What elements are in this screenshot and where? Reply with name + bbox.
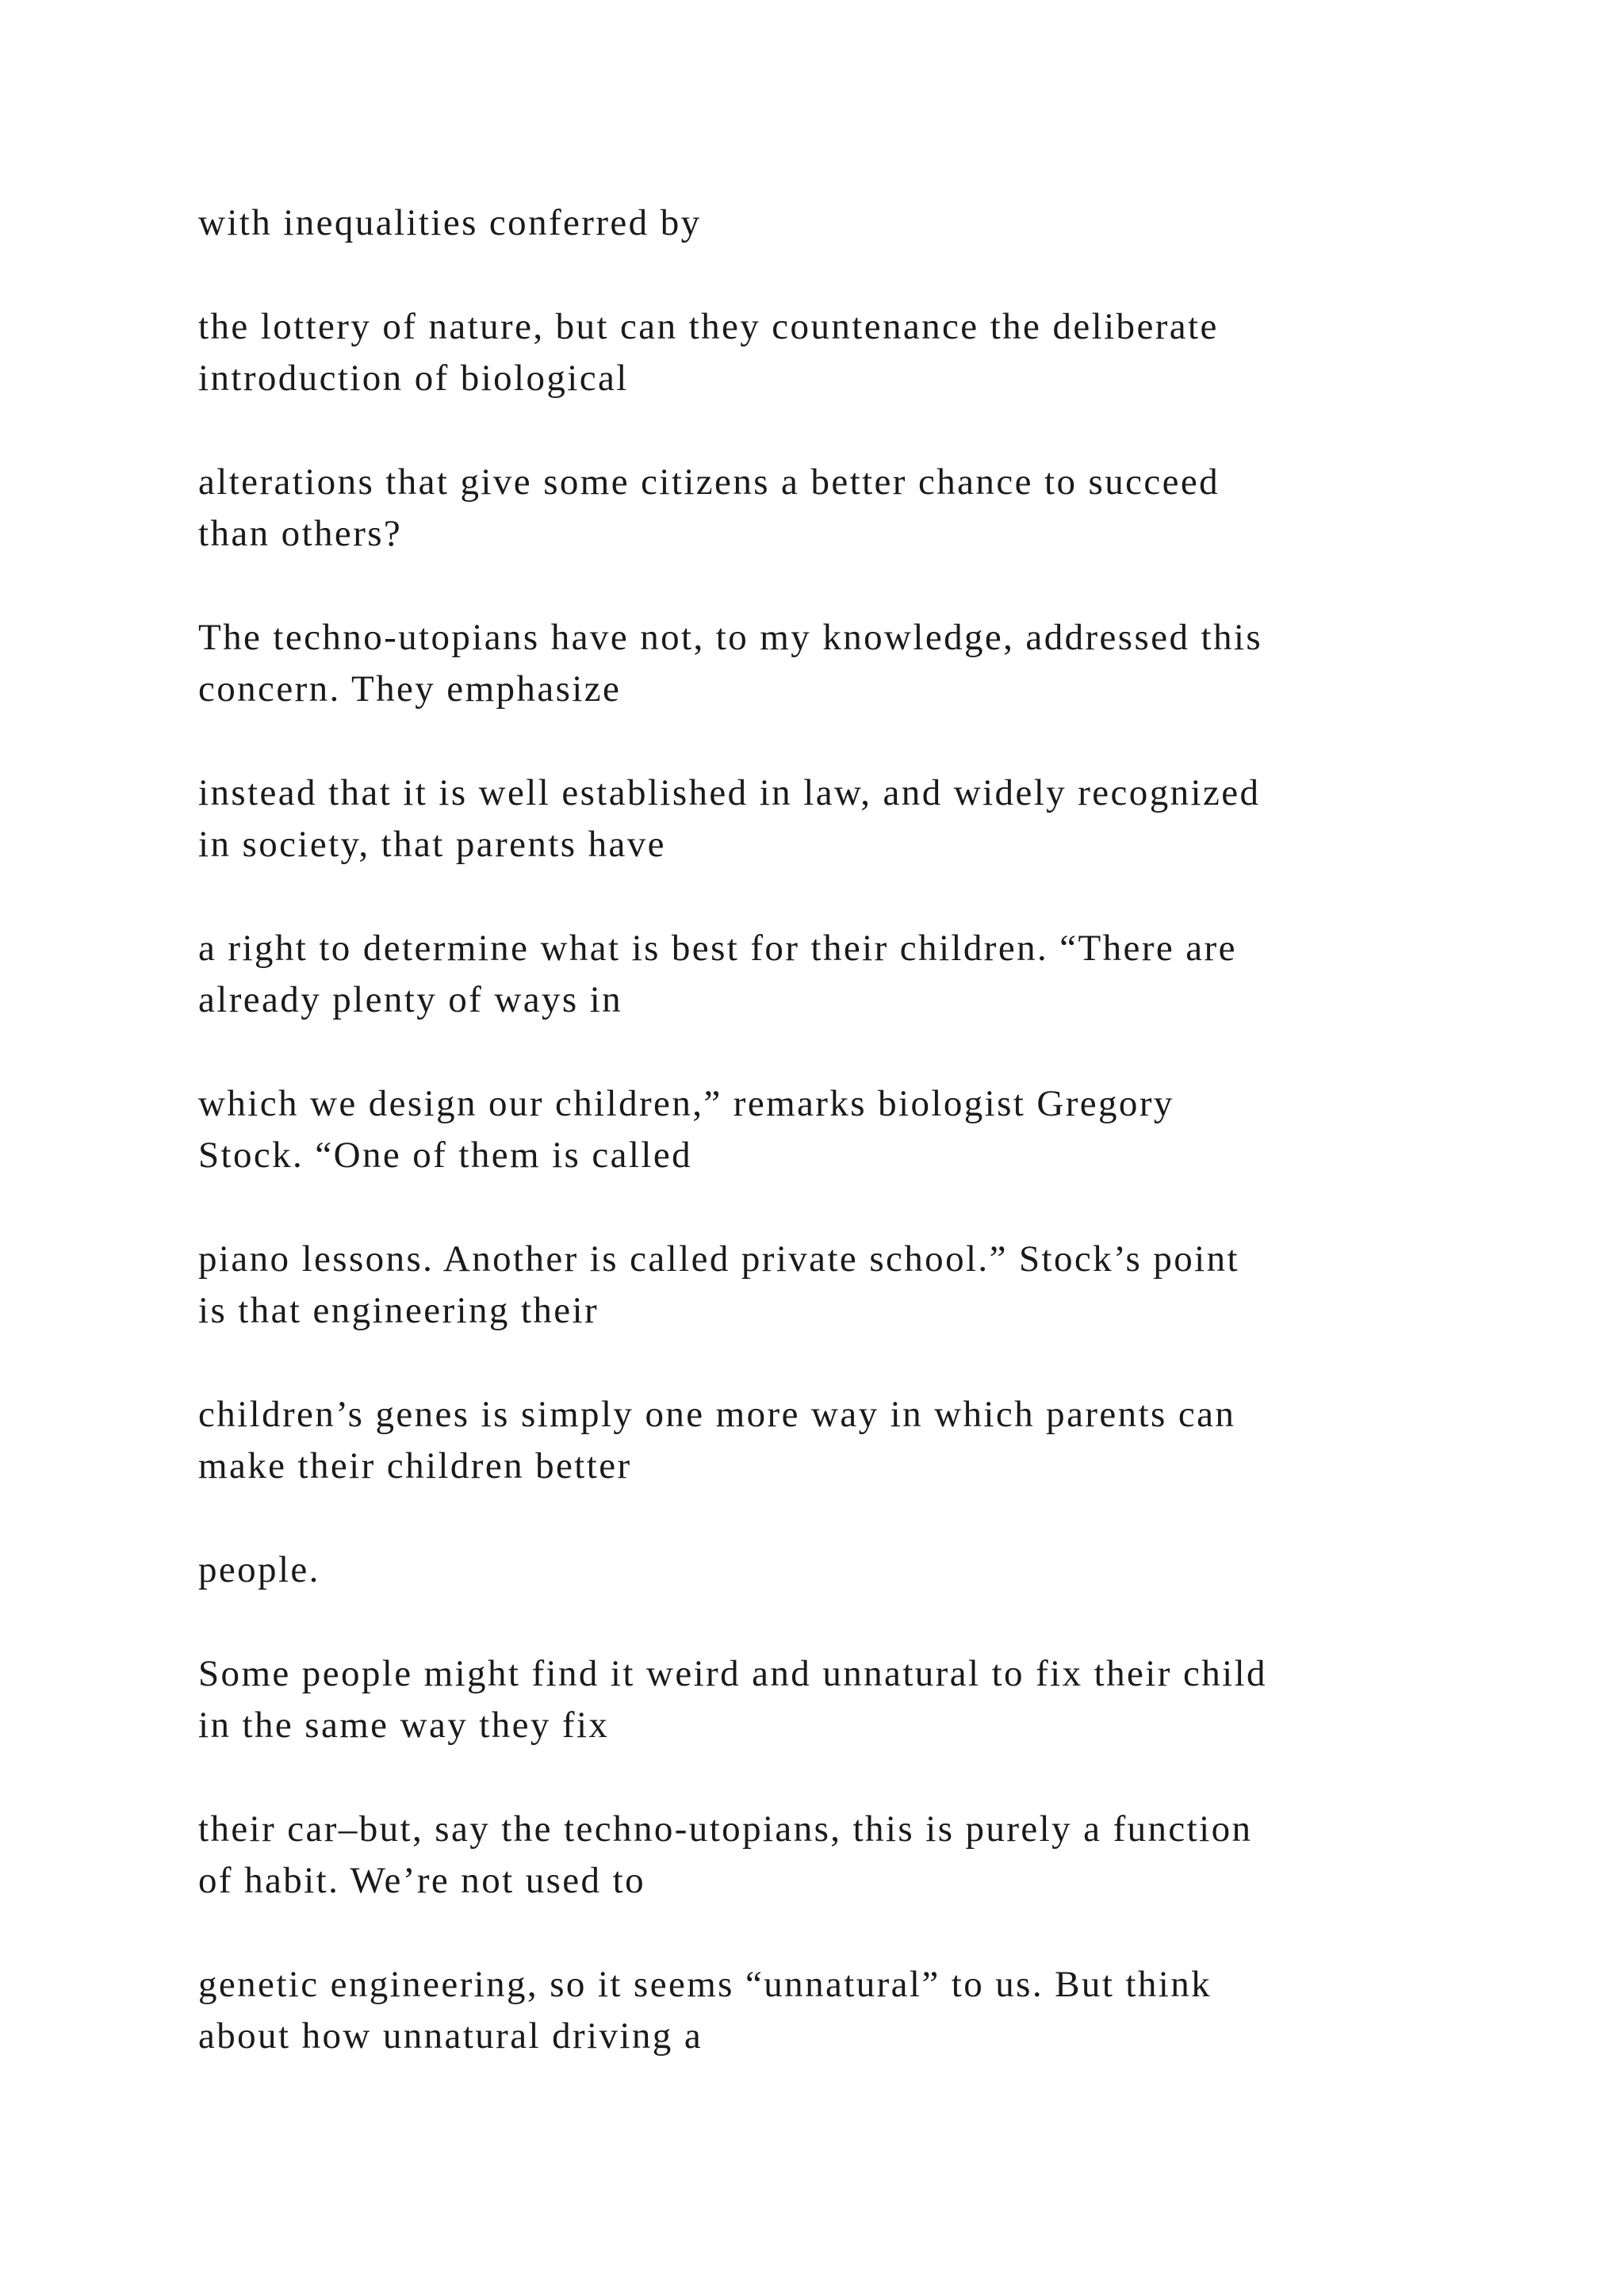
paragraph-3: [198, 457, 1483, 560]
text-line: Stock. “One of them is called: [198, 1135, 692, 1176]
paragraph-6: [198, 923, 1483, 1026]
text-line: introduction of biological: [198, 358, 629, 399]
paragraph-1: [198, 197, 1483, 249]
text-line: alterations that give some citizens a better chance to succeed: [198, 461, 1220, 503]
text-line: genetic engineering, so it seems “unnatural” to us. But think: [198, 1964, 1212, 2005]
text-line: children’s genes is simply one more way in which parents can: [198, 1394, 1236, 1435]
paragraph-4: [198, 612, 1483, 715]
text-line: Some people might find it weird and unnatural to fix their child: [198, 1653, 1267, 1694]
text-line: The techno-utopians have not, to my knowledge, addressed this: [198, 617, 1263, 658]
paragraph-11: [198, 1648, 1483, 1751]
document-body: [198, 197, 1483, 2114]
text-line: concern. They emphasize: [198, 668, 622, 710]
text-line: in society, that parents have: [198, 824, 666, 865]
paragraph-9: [198, 1389, 1483, 1492]
text-line: than others?: [198, 513, 403, 554]
text-line: the lottery of nature, but can they countenance the deliberate: [198, 306, 1219, 347]
text-line: of habit. We’re not used to: [198, 1860, 645, 1901]
text-line: which we design our children,” remarks biologist Gregory: [198, 1083, 1174, 1124]
text-line: with inequalities conferred by: [198, 202, 702, 243]
text-line: people.: [198, 1549, 320, 1590]
paragraph-5: [198, 767, 1483, 871]
paragraph-8: [198, 1234, 1483, 1337]
text-line: in the same way they fix: [198, 1705, 610, 1746]
text-line: piano lessons. Another is called private school.” Stock’s point: [198, 1238, 1239, 1280]
text-line: is that engineering their: [198, 1290, 599, 1331]
paragraph-2: [198, 301, 1483, 404]
text-line: a right to determine what is best for their children. “There are: [198, 928, 1237, 969]
text-line: instead that it is well established in law, and widely recognized: [198, 772, 1261, 813]
paragraph-10: [198, 1544, 1483, 1596]
text-line: about how unnatural driving a: [198, 2015, 703, 2057]
text-line: their car–but, say the techno-utopians, this is purely a function: [198, 1808, 1253, 1850]
paragraph-12: [198, 1804, 1483, 1907]
paragraph-7: [198, 1078, 1483, 1181]
text-line: already plenty of ways in: [198, 979, 623, 1020]
text-line: make their children better: [198, 1445, 632, 1487]
paragraph-13: [198, 1959, 1483, 2062]
